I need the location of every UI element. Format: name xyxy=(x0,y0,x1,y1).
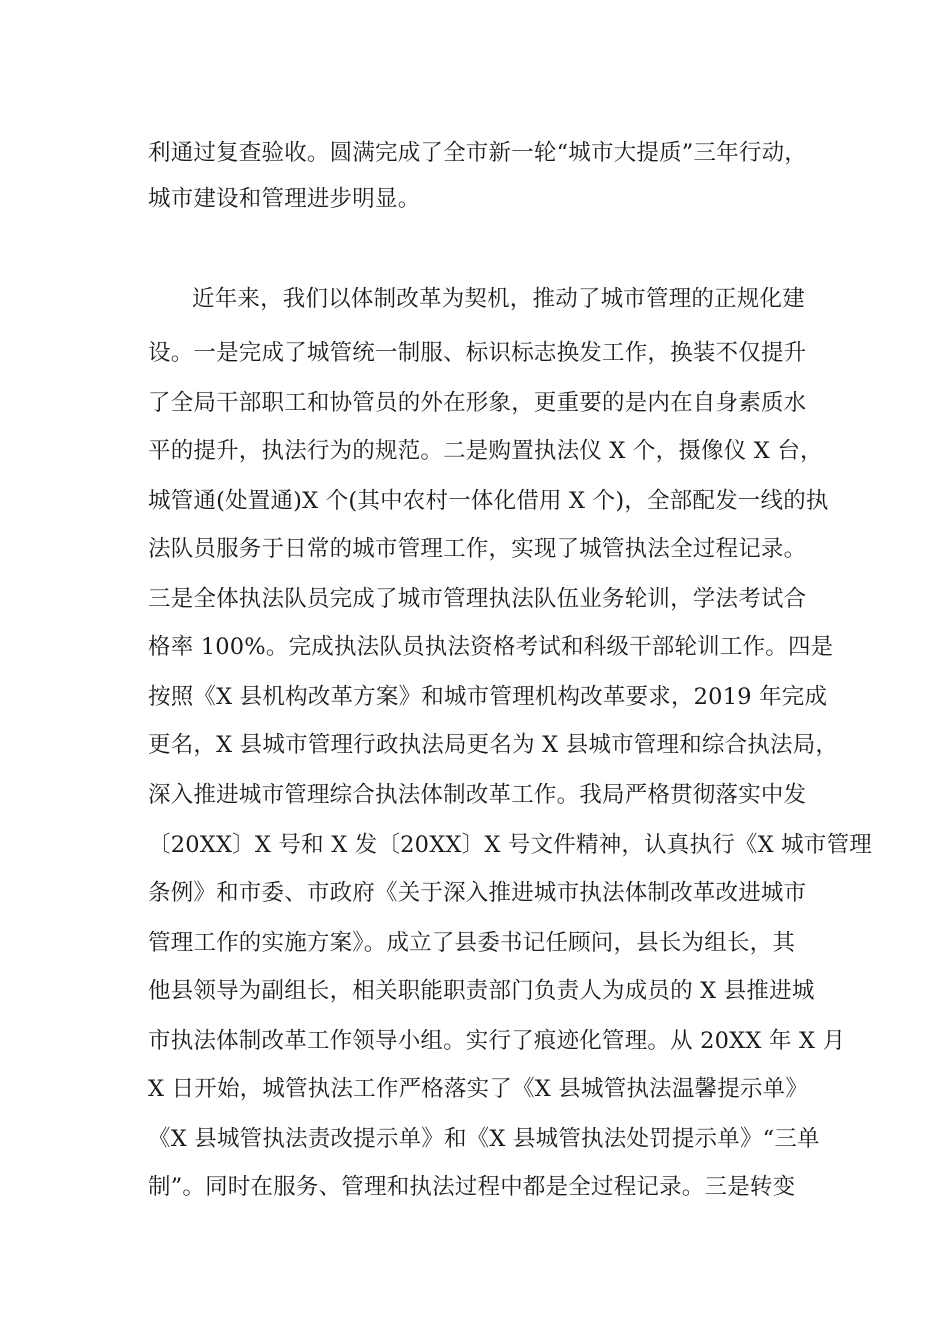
text-line: 设。一是完成了城管统一制服、标识标志换发工作，换装不仅提升 xyxy=(148,340,807,366)
text-line: 了全局干部职工和协管员的外在形象，更重要的是内在自身素质水 xyxy=(148,390,807,416)
text-line: 利通过复查验收。圆满完成了全市新一轮“城市大提质”三年行动， xyxy=(148,140,808,166)
text-line: 城管通(处置通)X 个(其中农村一体化借用 X 个)，全部配发一线的执 xyxy=(148,488,829,514)
text-line: 〔20XX〕X 号和 X 发〔20XX〕X 号文件精神，认真执行《X 城市管理 xyxy=(148,832,872,858)
text-line: 他县领导为副组长，相关职能职责部门负责人为成员的 X 县推进城 xyxy=(148,978,815,1004)
text-line: 平的提升，执法行为的规范。二是购置执法仪 X 个，摄像仪 X 台， xyxy=(148,438,823,464)
text-line: 按照《X 县机构改革方案》和城市管理机构改革要求，2019 年完成 xyxy=(148,684,828,710)
text-line: 法队员服务于日常的城市管理工作，实现了城管执法全过程记录。 xyxy=(148,536,807,562)
text-line: 城市建设和管理进步明显。 xyxy=(148,186,421,212)
text-line: 格率 100%。完成执法队员执法资格考试和科级干部轮训工作。四是 xyxy=(148,634,834,660)
text-line: 深入推进城市管理综合执法体制改革工作。我局严格贯彻落实中发 xyxy=(148,782,807,808)
text-line: X 日开始，城管执法工作严格落实了《X 县城管执法温馨提示单》 xyxy=(148,1076,809,1102)
text-line: 近年来，我们以体制改革为契机，推动了城市管理的正规化建 xyxy=(192,286,805,312)
text-line: 制”。同时在服务、管理和执法过程中都是全过程记录。三是转变 xyxy=(148,1174,796,1200)
text-line: 《X 县城管执法责改提示单》和《X 县城管执法处罚提示单》“三单 xyxy=(148,1126,820,1152)
text-line: 条例》和市委、市政府《关于深入推进城市执法体制改革改进城市 xyxy=(148,880,807,906)
text-line: 管理工作的实施方案》。成立了县委书记任顾问，县长为组长，其 xyxy=(148,930,796,956)
text-line: 市执法体制改革工作领导小组。实行了痕迹化管理。从 20XX 年 X 月 xyxy=(148,1028,846,1054)
text-line: 更名，X 县城市管理行政执法局更名为 X 县城市管理和综合执法局， xyxy=(148,732,839,758)
text-line: 三是全体执法队员完成了城市管理执法队伍业务轮训，学法考试合 xyxy=(148,586,807,612)
